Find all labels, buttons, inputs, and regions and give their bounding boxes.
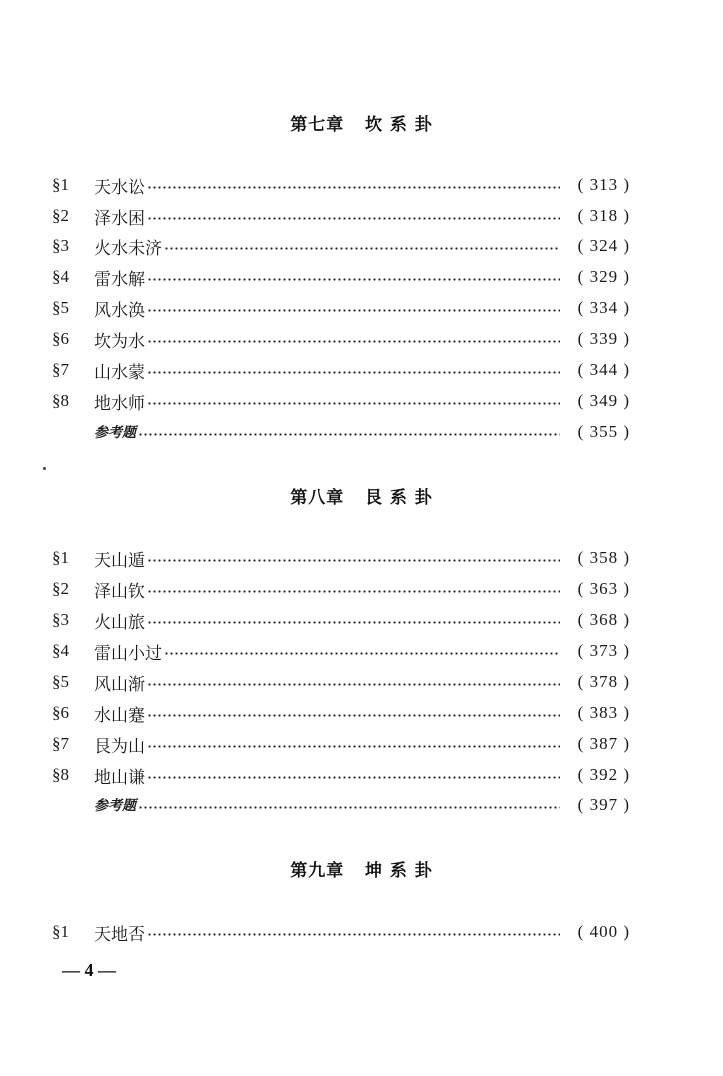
section-number: §3 [52,610,69,629]
chapter-heading: 第七章 坎 系 卦 [290,115,433,135]
entry-title: 坎为水 [94,331,145,352]
section-number: §2 [52,579,69,598]
dot-leader [147,621,560,624]
toc-entry[interactable] [52,576,630,602]
chapter-heading: 第九章 坤 系 卦 [290,861,433,881]
page-reference: ( 383 ) [577,703,630,722]
toc-entry[interactable] [52,233,630,259]
page-reference: ( 358 ) [577,548,630,567]
toc-entry-reference-questions[interactable] [52,419,630,445]
dot-leader [147,776,560,779]
section-number: §1 [52,922,69,941]
section-number: §2 [52,206,69,225]
page-reference: ( 318 ) [577,206,630,225]
entry-title: 艮为山 [94,736,145,757]
dot-leader [147,278,560,281]
section-number: §6 [52,703,69,722]
page-reference: ( 373 ) [577,641,630,660]
page-reference: ( 400 ) [577,922,630,941]
scan-speck [43,467,46,470]
page-reference: ( 339 ) [577,329,630,348]
page-reference: ( 368 ) [577,610,630,629]
toc-entry[interactable] [52,731,630,757]
section-number: §4 [52,267,69,286]
section-number: §6 [52,329,69,348]
toc-entry[interactable] [52,388,630,414]
page-reference: ( 355 ) [577,422,630,441]
entry-title: 火山旅 [94,612,145,633]
section-number: §4 [52,641,69,660]
dot-leader [147,371,560,374]
dot-leader [147,340,560,343]
page-reference: ( 344 ) [577,360,630,379]
page-reference: ( 397 ) [577,795,630,814]
page-reference: ( 313 ) [577,175,630,194]
section-number: §8 [52,765,69,784]
toc-entry[interactable] [52,172,630,198]
toc-entry[interactable] [52,607,630,633]
entry-title: 参考题 [94,425,136,441]
toc-entry[interactable] [52,700,630,726]
dot-leader [164,652,560,655]
entry-title: 泽水困 [94,208,145,229]
dot-leader [147,559,560,562]
dot-leader [147,933,560,936]
entry-title: 雷山小过 [94,643,162,664]
dot-leader [147,683,560,686]
section-number: §1 [52,548,69,567]
dot-leader [147,745,560,748]
page-reference: ( 349 ) [577,391,630,410]
dot-leader [147,217,560,220]
entry-title: 天山遁 [94,550,145,571]
toc-entry[interactable] [52,295,630,321]
toc-entry[interactable] [52,638,630,664]
page-reference: ( 334 ) [577,298,630,317]
dot-leader [138,806,560,809]
entry-title: 天水讼 [94,177,145,198]
toc-entry[interactable] [52,919,630,945]
dot-leader [147,402,560,405]
page-reference: ( 324 ) [577,236,630,255]
section-number: §5 [52,298,69,317]
dot-leader [147,186,560,189]
page-reference: ( 363 ) [577,579,630,598]
entry-title: 雷水解 [94,269,145,290]
section-number: §7 [52,734,69,753]
page-reference: ( 387 ) [577,734,630,753]
section-number: §7 [52,360,69,379]
dot-leader [147,309,560,312]
toc-entry[interactable] [52,762,630,788]
entry-title: 风山渐 [94,674,145,695]
entry-title: 地水师 [94,393,145,414]
entry-title: 天地否 [94,924,145,945]
entry-title: 山水蒙 [94,362,145,383]
toc-entry[interactable] [52,264,630,290]
page-reference: ( 392 ) [577,765,630,784]
entry-title: 参考题 [94,798,136,814]
toc-entry[interactable] [52,669,630,695]
toc-entry[interactable] [52,326,630,352]
section-number: §1 [52,175,69,194]
page-reference: ( 378 ) [577,672,630,691]
chapter-heading: 第八章 艮 系 卦 [290,488,433,508]
entry-title: 地山谦 [94,767,145,788]
page-reference: ( 329 ) [577,267,630,286]
page-number: — 4 — [62,960,116,980]
entry-title: 风水涣 [94,300,145,321]
toc-entry[interactable] [52,203,630,229]
dot-leader [147,714,560,717]
toc-entry[interactable] [52,545,630,571]
section-number: §3 [52,236,69,255]
toc-entry-reference-questions[interactable] [52,792,630,818]
entry-title: 泽山钦 [94,581,145,602]
dot-leader [138,433,560,436]
dot-leader [147,590,560,593]
toc-entry[interactable] [52,357,630,383]
section-number: §5 [52,672,69,691]
section-number: §8 [52,391,69,410]
entry-title: 火水未济 [94,238,162,259]
dot-leader [164,247,560,250]
entry-title: 水山蹇 [94,705,145,726]
